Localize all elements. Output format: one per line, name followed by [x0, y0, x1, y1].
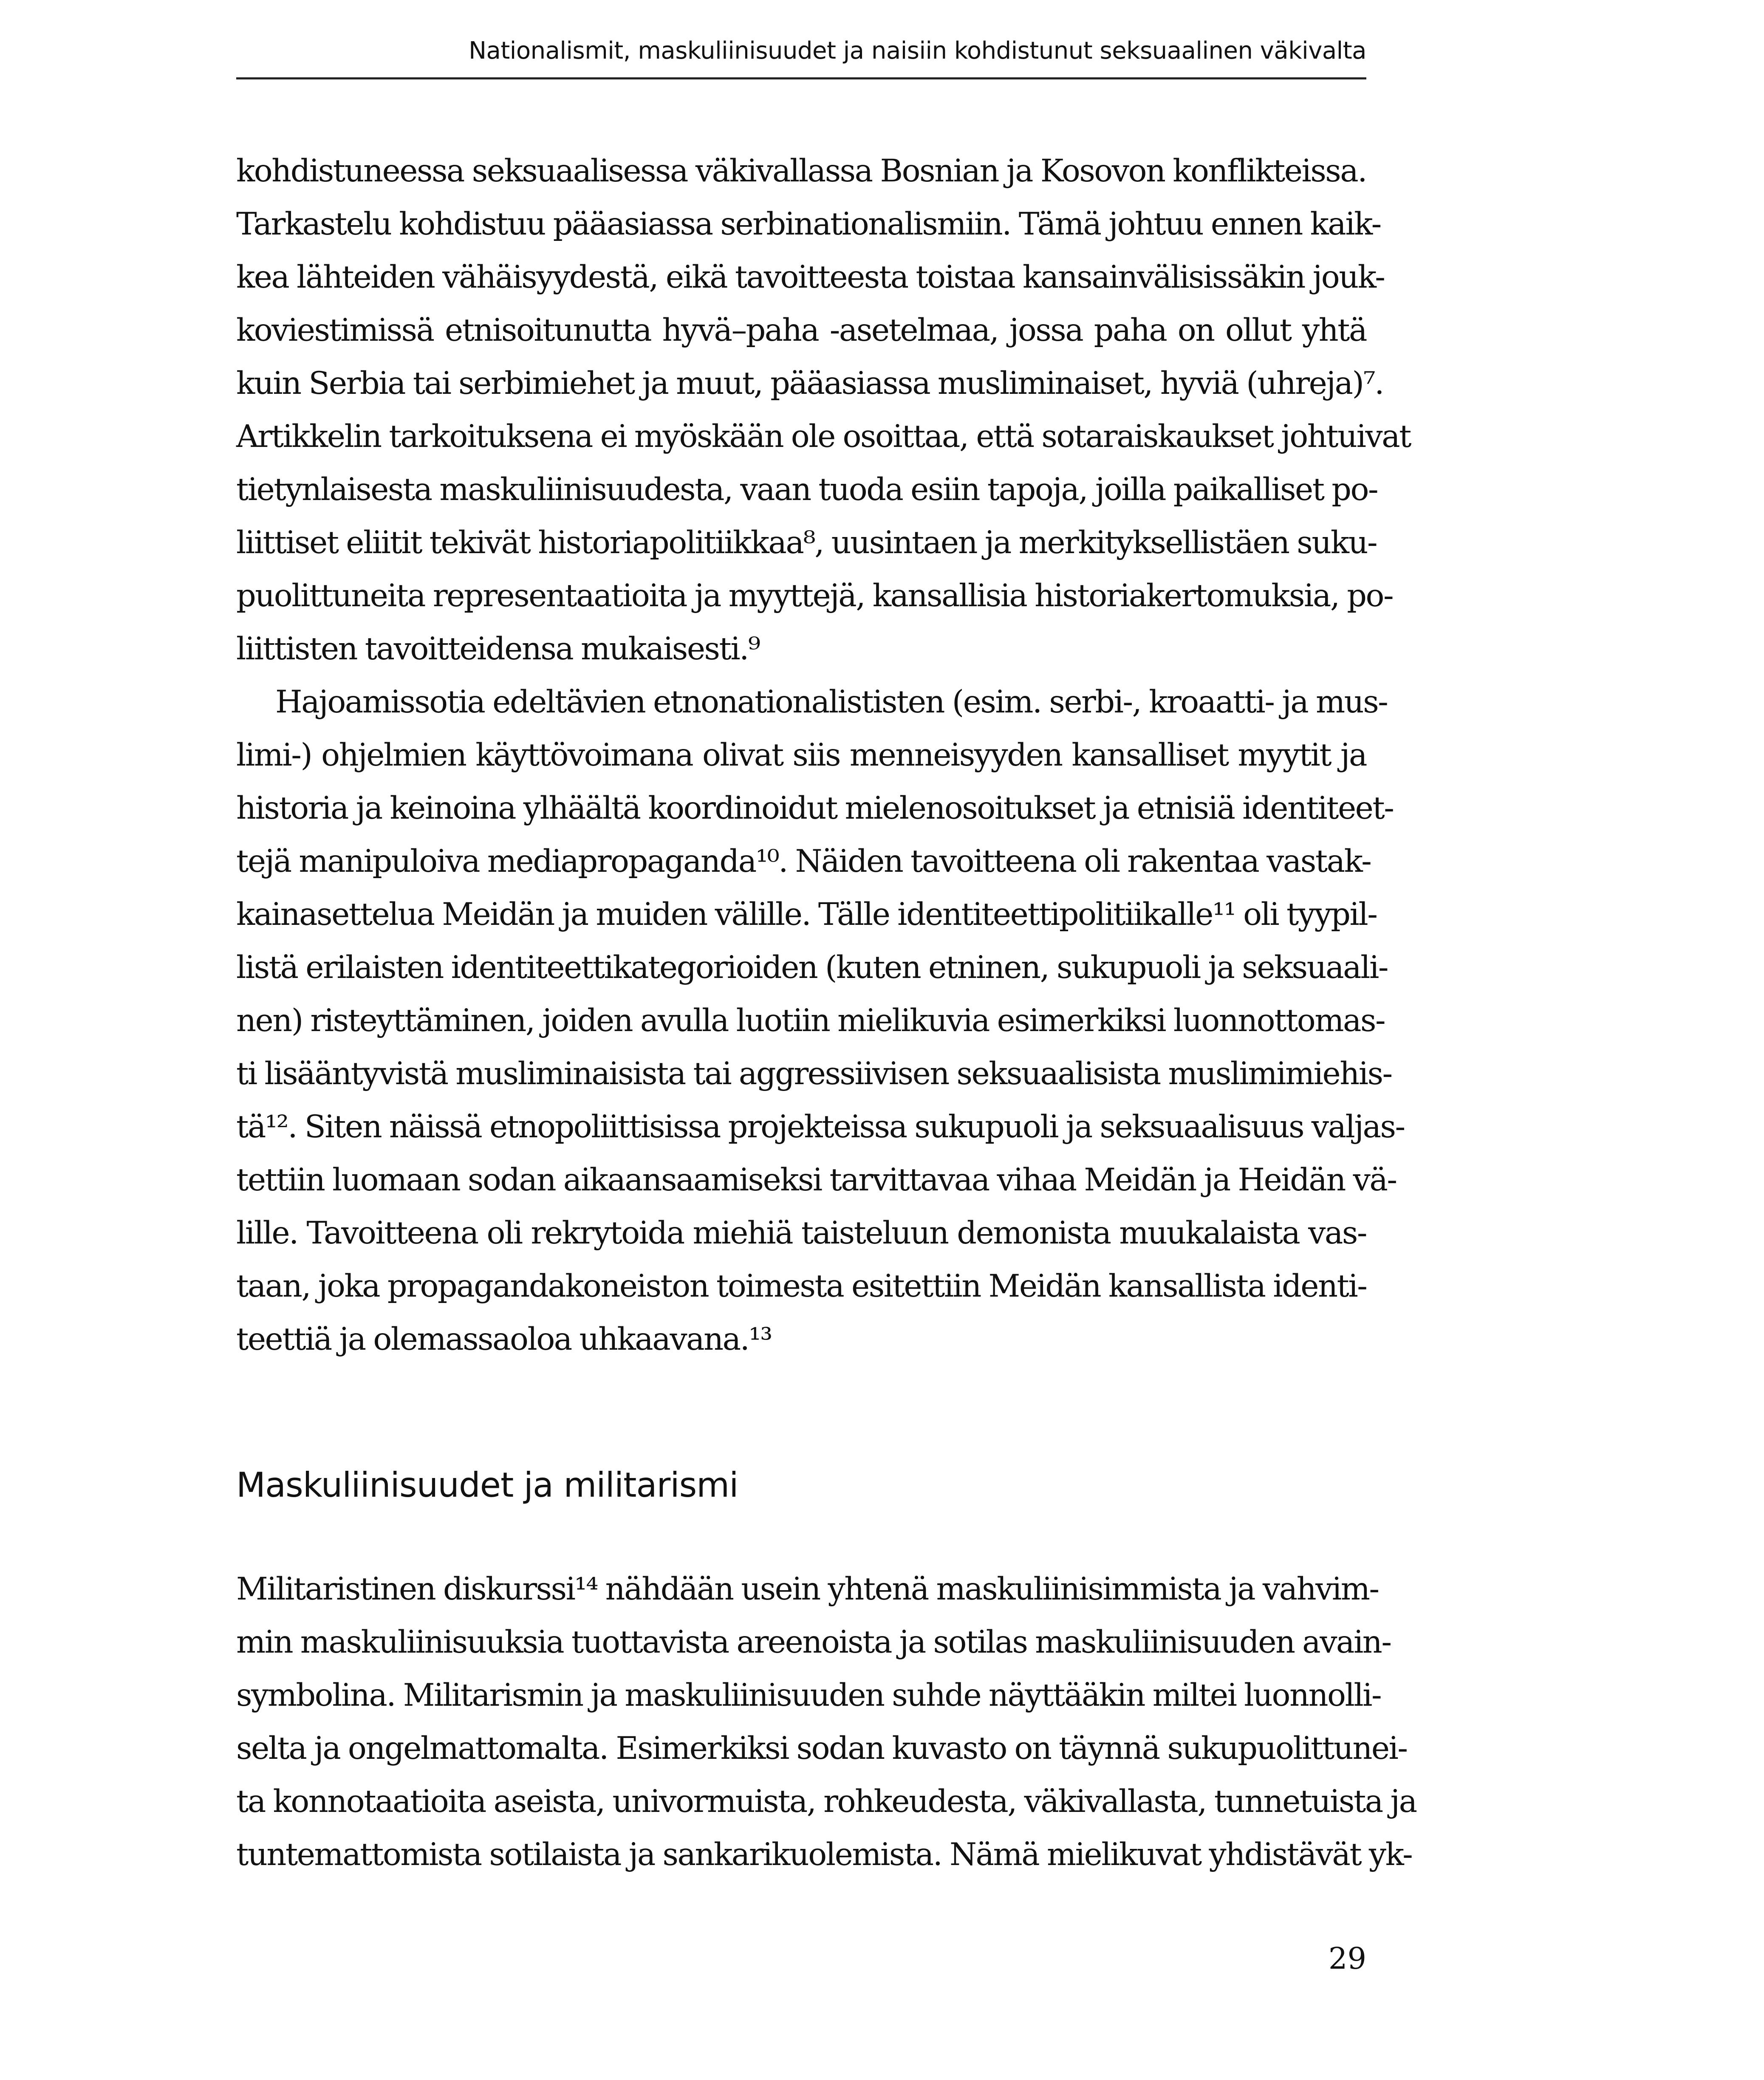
text-line: tettiin luomaan sodan aikaansaamiseksi tarvittavaa vihaa Meidän ja Heidän vä-	[236, 1162, 1396, 1198]
text-line: min maskuliinisuuksia tuottavista areenoista ja sotilas maskuliinisuuden avain-	[236, 1624, 1391, 1660]
text-line: tietynlaisesta maskuliinisuudesta, vaan tuoda esiin tapoja, joilla paikalliset po-	[236, 472, 1378, 508]
text-line: kohdistuneessa seksuaalisessa väkivallassa Bosnian ja Kosovon konflikteissa.	[236, 153, 1366, 189]
text-line: kainasettelua Meidän ja muiden välille. Tälle identiteettipolitiikalle¹¹ oli tyypil-	[236, 896, 1377, 933]
text-line: kea lähteiden vähäisyydestä, eikä tavoitteesta toistaa kansainvälisissäkin jouk-	[236, 259, 1385, 295]
text-line: puolittuneita representaatioita ja myyttejä, kansallisia historiakertomuksia, po-	[236, 578, 1393, 614]
text-line: teettiä ja olemassaoloa uhkaavana.¹³	[236, 1321, 772, 1357]
body-text-lower	[236, 1563, 1416, 1881]
text-line: Hajoamissotia edeltävien etnonationalististen (esim. serbi-, kroaatti- ja mus-	[275, 684, 1388, 720]
text-line: ti lisääntyvistä musliminaisista tai aggressiivisen seksuaalisista muslimimiehis-	[236, 1056, 1392, 1092]
paragraph-2	[236, 675, 1405, 1366]
text-line: selta ja ongelmattomalta. Esimerkiksi sodan kuvasto on täynnä sukupuolittunei-	[236, 1730, 1407, 1766]
text-line: tejä manipuloiva mediapropaganda¹⁰. Näiden tavoitteena oli rakentaa vastak-	[236, 843, 1371, 879]
text-line: Tarkastelu kohdistuu pääasiassa serbinationalismiin. Tämä johtuu ennen kaik-	[236, 206, 1381, 242]
text-line: liittisten tavoitteidensa mukaisesti.⁹	[236, 631, 760, 667]
text-line: limi-) ohjelmien käyttövoimana olivat siis menneisyyden kansalliset myytit ja	[236, 737, 1366, 773]
body-text-upper	[236, 144, 1411, 1366]
header-rule	[236, 77, 1366, 79]
text-line: kuin Serbia tai serbimiehet ja muut, pääasiassa musliminaiset, hyviä (uhreja)⁷.	[236, 365, 1383, 401]
paragraph-3	[236, 1563, 1416, 1881]
text-line: listä erilaisten identiteettikategorioiden (kuten etninen, sukupuoli ja seksuaali-	[236, 950, 1388, 986]
text-line: tuntemattomista sotilaista ja sankarikuolemista. Nämä mielikuvat yhdistävät yk-	[236, 1837, 1412, 1873]
text-line: ta konnotaatioita aseista, univormuista, rohkeudesta, väkivallasta, tunnetuista ja	[236, 1783, 1416, 1820]
text-line: symbolina. Militarismin ja maskuliinisuuden suhde näyttääkin miltei luonnolli-	[236, 1677, 1381, 1713]
paragraph-1	[236, 144, 1411, 675]
text-line: tä¹². Siten näissä etnopoliittisissa projekteissa sukupuoli ja seksuaalisuus valjas-	[236, 1109, 1405, 1145]
text-line: taan, joka propagandakoneiston toimesta esitettiin Meidän kansallista identi-	[236, 1268, 1367, 1304]
running-header: Nationalismit, maskuliinisuudet ja naisiin kohdistunut seksuaalinen väkivalta	[469, 37, 1366, 65]
page-number: 29	[1328, 1941, 1366, 1976]
section-heading: Maskuliinisuudet ja militarismi	[236, 1465, 738, 1505]
text-line: Militaristinen diskurssi¹⁴ nähdään usein yhtenä maskuliinisimmista ja vahvim-	[236, 1571, 1379, 1607]
text-line: historia ja keinoina ylhäältä koordinoidut mielenosoitukset ja etnisiä identiteet-	[236, 790, 1394, 826]
text-line: koviestimissä etnisoitunutta hyvä–paha -asetelmaa, jossa paha on ollut yhtä	[236, 312, 1366, 348]
text-line: Artikkelin tarkoituksena ei myöskään ole osoittaa, että sotaraiskaukset johtuivat	[236, 418, 1411, 455]
text-line: lille. Tavoitteena oli rekrytoida miehiä taisteluun demonista muukalaista vas-	[236, 1215, 1366, 1251]
text-line: nen) risteyttäminen, joiden avulla luotiin mielikuvia esimerkiksi luonnottomas-	[236, 1003, 1385, 1039]
text-line: liittiset eliitit tekivät historiapolitiikkaa⁸, uusintaen ja merkityksellistäen suku-	[236, 525, 1377, 561]
